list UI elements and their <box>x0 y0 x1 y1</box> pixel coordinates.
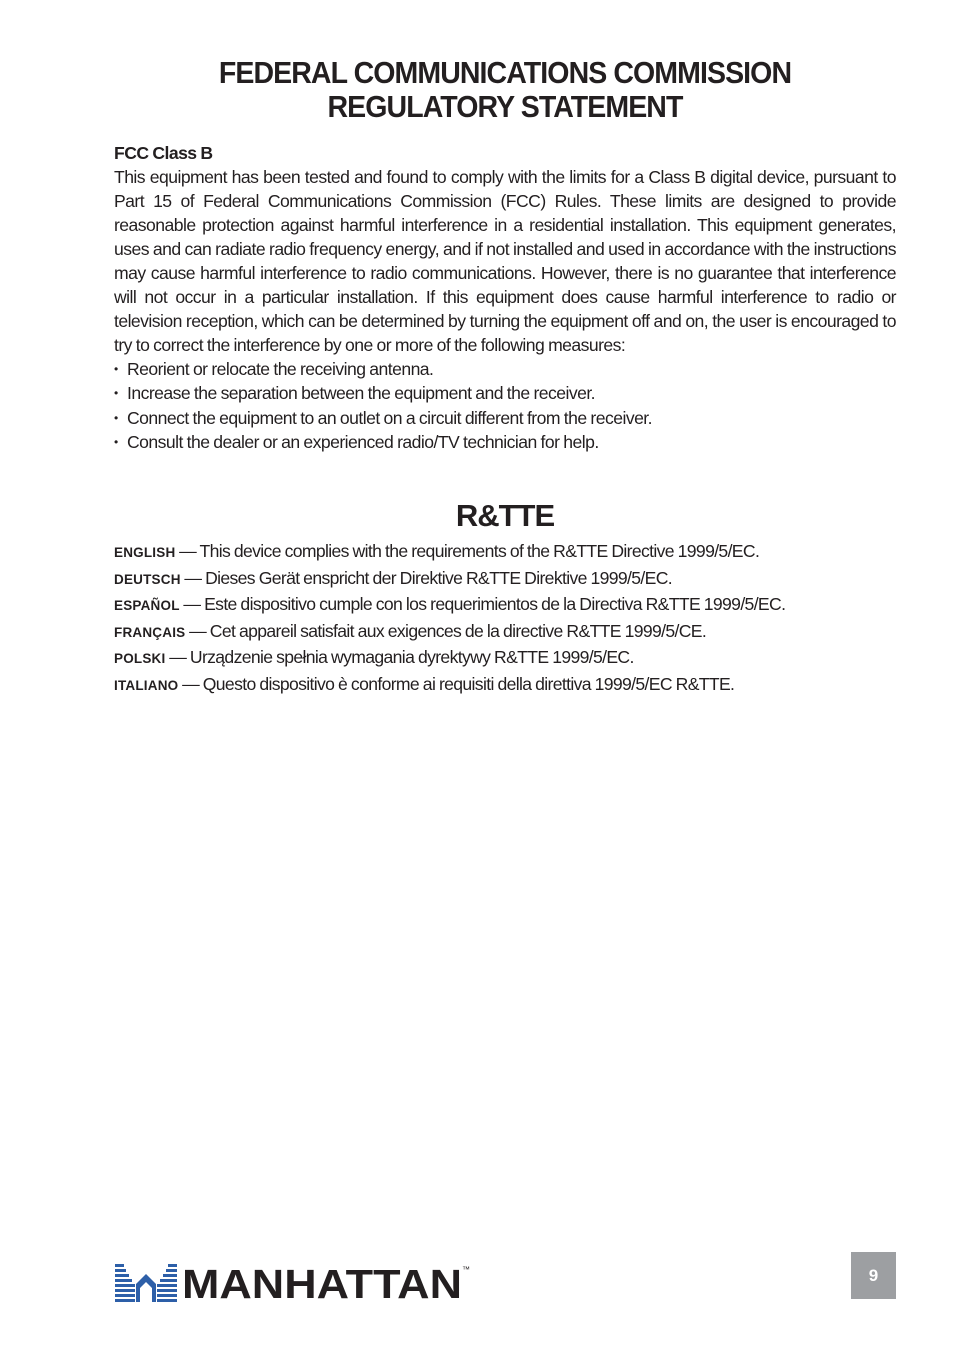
statement-text: — Questo dispositivo è conforme ai requisiti della direttiva 1999/5/EC R&TTE. <box>178 673 735 694</box>
language-label: ENGLISH <box>114 545 176 560</box>
measure-text: Connect the equipment to an outlet on a circuit different from the receiver. <box>127 407 652 428</box>
list-item <box>114 430 896 454</box>
language-label: DEUTSCH <box>114 571 181 587</box>
measure-text: Reorient or relocate the receiving antenna. <box>127 359 434 379</box>
manhattan-wordmark: MANHATTAN <box>182 1261 462 1306</box>
language-label: POLSKI <box>114 651 166 667</box>
fcc-measures-list <box>114 357 896 454</box>
list-item <box>114 357 896 381</box>
bullet-icon: • <box>114 434 118 449</box>
list-item <box>114 381 896 405</box>
rtte-statement-francais <box>114 619 914 646</box>
language-label: FRANÇAIS <box>114 624 186 640</box>
page-number <box>851 1252 896 1299</box>
bullet-icon: • <box>114 386 118 401</box>
manhattan-logo <box>114 1258 474 1306</box>
statement-text: — This device complies with the requirements of the R&TTE Directive 1999/5/EC. <box>175 541 760 561</box>
fcc-section <box>114 141 896 454</box>
bullet-icon: • <box>114 410 118 425</box>
rtte-statement-deutsch <box>114 566 914 593</box>
statement-text: — Este dispositivo cumple con los requerimientos de la Directiva R&TTE 1999/5/EC. <box>179 594 786 615</box>
statement-text: — Cet appareil satisfait aux exigences de la directive R&TTE 1999/5/CE. <box>185 620 707 641</box>
list-item <box>114 406 896 430</box>
measure-text: Consult the dealer or an experienced radio/TV technician for help. <box>127 431 599 452</box>
rtte-statement-italiano <box>114 672 914 699</box>
fcc-statement-paragraph: This equipment has been tested and found to comply with the limits for a Class B digital device, pursuant to Part 15 of Federal Communications Commission (FCC) Rules. These limits are designed to provide reasonable protection against harmful interference in a residential installation. This equipment generates, uses and can radiate radio frequency energy, and if not installed and used in accordance with the instructions may cause harmful interference to radio communications. However, there is no guarantee that interference will not occur in a particular installation. If this equipment does cause harmful interference to radio or television reception, which can be determined by turning the equipment off and on, the user is encouraged to try to correct the interference by one or more of the following measures: <box>114 167 896 355</box>
rtte-heading: R&TTE <box>455 498 555 533</box>
page-title-line-1: FEDERAL COMMUNICATIONS COMMISSION <box>218 55 792 90</box>
statement-text: — Urządzenie spełnia wymagania dyrektywy R&TTE 1999/5/EC. <box>165 647 634 668</box>
page-title-line-2: REGULATORY STATEMENT <box>327 89 683 124</box>
trademark-symbol: ™ <box>462 1265 470 1274</box>
language-label: ESPAÑOL <box>114 598 180 614</box>
rtte-statement-english <box>114 539 914 566</box>
statement-text: — Dieses Gerät enspricht der Direktive R&TTE Direktive 1999/5/EC. <box>180 567 673 588</box>
rtte-statement-espanol <box>114 592 914 619</box>
language-label: ITALIANO <box>114 677 179 693</box>
rtte-statement-polski <box>114 645 914 672</box>
page-number-label: 9 <box>868 1265 879 1285</box>
measure-text: Increase the separation between the equipment and the receiver. <box>127 383 595 404</box>
bullet-icon: • <box>114 362 118 376</box>
page-title <box>145 56 864 124</box>
rtte-statements-list <box>114 539 914 699</box>
fcc-class-b-subtitle: FCC Class B <box>114 143 213 163</box>
manhattan-flag-icon <box>114 1262 177 1302</box>
